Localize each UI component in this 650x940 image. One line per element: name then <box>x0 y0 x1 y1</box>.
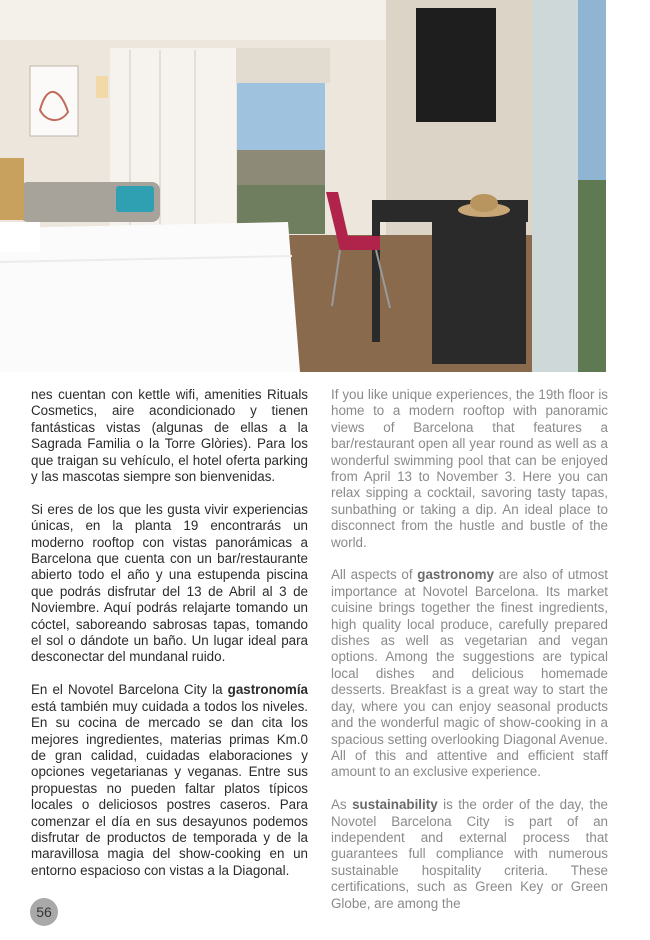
spanish-gastronomy-body: está también muy cuidada a todos los niveles. En su cocina de mercado se dan cita los mejores ingredientes, materias primas Km.0 de gran calidad, cuidadas elaboraciones y opciones vegetarianas y veganas. Entre sus propuestas no pueden faltar platos típicos locales o deliciosos postres caseros. Para comenzar el día en sus desayunos podemos disfrutar de productos de temporada y de la maravillosa magia del show-cooking en un entorno espacioso con vistas a la Diagonal. <box>31 698 308 878</box>
spanish-gastronomy-intro: En el Novotel Barcelona City la <box>31 682 228 698</box>
spanish-paragraph-gastronomy <box>31 682 308 879</box>
english-gastronomy-intro: All aspects of <box>331 567 418 583</box>
english-paragraph-rooftop: If you like unique experiences, the 19th floor is home to a modern rooftop with panoramic views of Barcelona that features a bar/restaurant open all year round as well as a wonderful swimming pool that can be enjoyed from April 13 to November 3. Here you can relax sipping a cocktail, savoring tasty tapas, sunbathing or taking a dip. An ideal place to disconnect from the hustle and bustle of the world. <box>331 387 608 550</box>
english-gastronomy-keyword: gastronomy <box>417 567 494 583</box>
english-sustainability-keyword: sustainability <box>352 797 438 813</box>
english-paragraph-sustainability <box>331 797 608 912</box>
english-sustainability-body: is the order of the day, the Novotel Barcelona City is part of an independent and external process that guarantees full compliance with numerous sustainable hospitality criteria. These certifications, such as Green Key or Green Globe, are among the <box>331 797 608 911</box>
page-number-badge: 56 <box>30 898 58 926</box>
english-gastronomy-body: are also of utmost importance at Novotel Barcelona. Its market cuisine brings together the finest ingredients, high quality local produce, carefully prepared dishes as well as vegetarian and vegan options. Among the suggestions are typical local dishes and delicious homemade desserts. Breakfast is a great way to start the day, where you can enjoy seasonal products and the wonderful magic of show-cooking in a spacious setting overlooking Diagonal Avenue. All of this and attentive and efficient staff amount to an exclusive experience. <box>331 567 609 780</box>
english-text-column <box>331 387 608 928</box>
hotel-room-photo <box>0 0 606 372</box>
english-sustainability-intro: As <box>331 797 353 813</box>
english-paragraph-gastronomy <box>331 567 608 780</box>
spanish-text-column <box>31 387 308 896</box>
spanish-paragraph-rooftop: Si eres de los que les gusta vivir experiencias únicas, en la planta 19 encontrarás un moderno rooftop con vistas panorámicas a Barcelona que cuenta con un bar/restaurante abierto todo el año y una estupenda piscina que podrás disfrutar del 13 de Abril al 3 de Noviembre. Aquí podrás relajarte tomando un cóctel, saboreando sabrosas tapas, tomando el sol o dándote un baño. Un lugar ideal para desconectar del mundanal ruido. <box>31 501 308 665</box>
spanish-gastronomy-keyword: gastronomía <box>227 682 308 698</box>
spanish-paragraph-amenities: nes cuentan con kettle wifi, amenities Rituals Cosmetics, aire acondicionado y tienen fantásticas vistas (algunas de ellas a la Sagrada Familia o la Torre Glòries). Para los que traigan su vehículo, el hotel oferta parking y las mascotas siempre son bienvenidas. <box>31 387 308 485</box>
